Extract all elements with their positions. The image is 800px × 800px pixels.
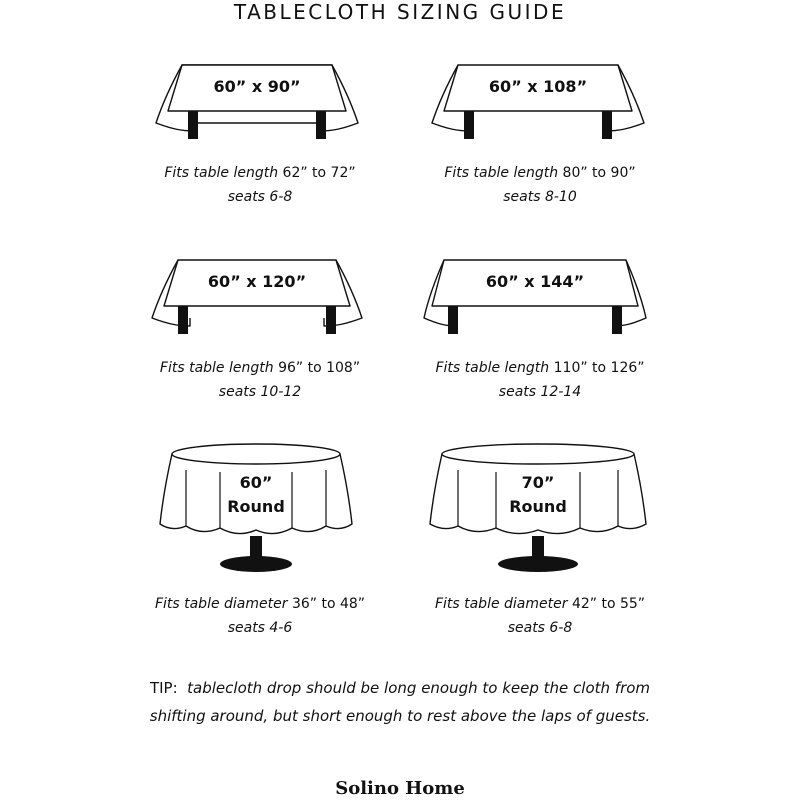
rect-tablecloth-icon [400,55,680,145]
size-card-60x120 [120,250,400,430]
rect-tablecloth-icon [120,55,400,145]
size-label: 60” x 90” [213,77,301,96]
caption: Fits table length 62” to 72” seats 6-8 [164,165,356,205]
size-label: 60” [239,473,273,492]
caption: Fits table length 110” to 126” seats 12-14 [435,360,645,400]
size-label: 60” x 144” [485,272,585,291]
size-label: 60” x 108” [488,77,588,96]
rect-tablecloth-icon [400,250,680,340]
size-card-60x90 [120,55,400,235]
caption: Fits table diameter 42” to 55” seats 6-8 [434,596,646,636]
size-card-60-round [120,440,400,636]
size-card-60x108 [400,55,680,235]
size-label: Round [227,497,285,516]
size-card-70-round [400,440,680,636]
size-label: Round [509,497,567,516]
brand-logo-text: Solino Home [335,778,465,799]
caption: Fits table diameter 36” to 48” seats 4-6 [154,596,366,636]
caption: Fits table length 96” to 108” seats 10-12 [159,360,361,400]
rect-tablecloth-icon [120,250,400,340]
page-title: TABLECLOTH SIZING GUIDE [233,0,567,24]
tip-text: TIP: tablecloth drop should be long enough to keep the cloth from shifting around, but short enough to rest above the laps of guests. [149,679,651,725]
caption: Fits table length 80” to 90” seats 8-10 [444,165,636,205]
round-tablecloth-icon [400,440,680,580]
size-label: 60” x 120” [207,272,307,291]
size-label: 70” [521,473,555,492]
round-tablecloth-icon [120,440,400,580]
size-card-60x144 [400,250,680,430]
